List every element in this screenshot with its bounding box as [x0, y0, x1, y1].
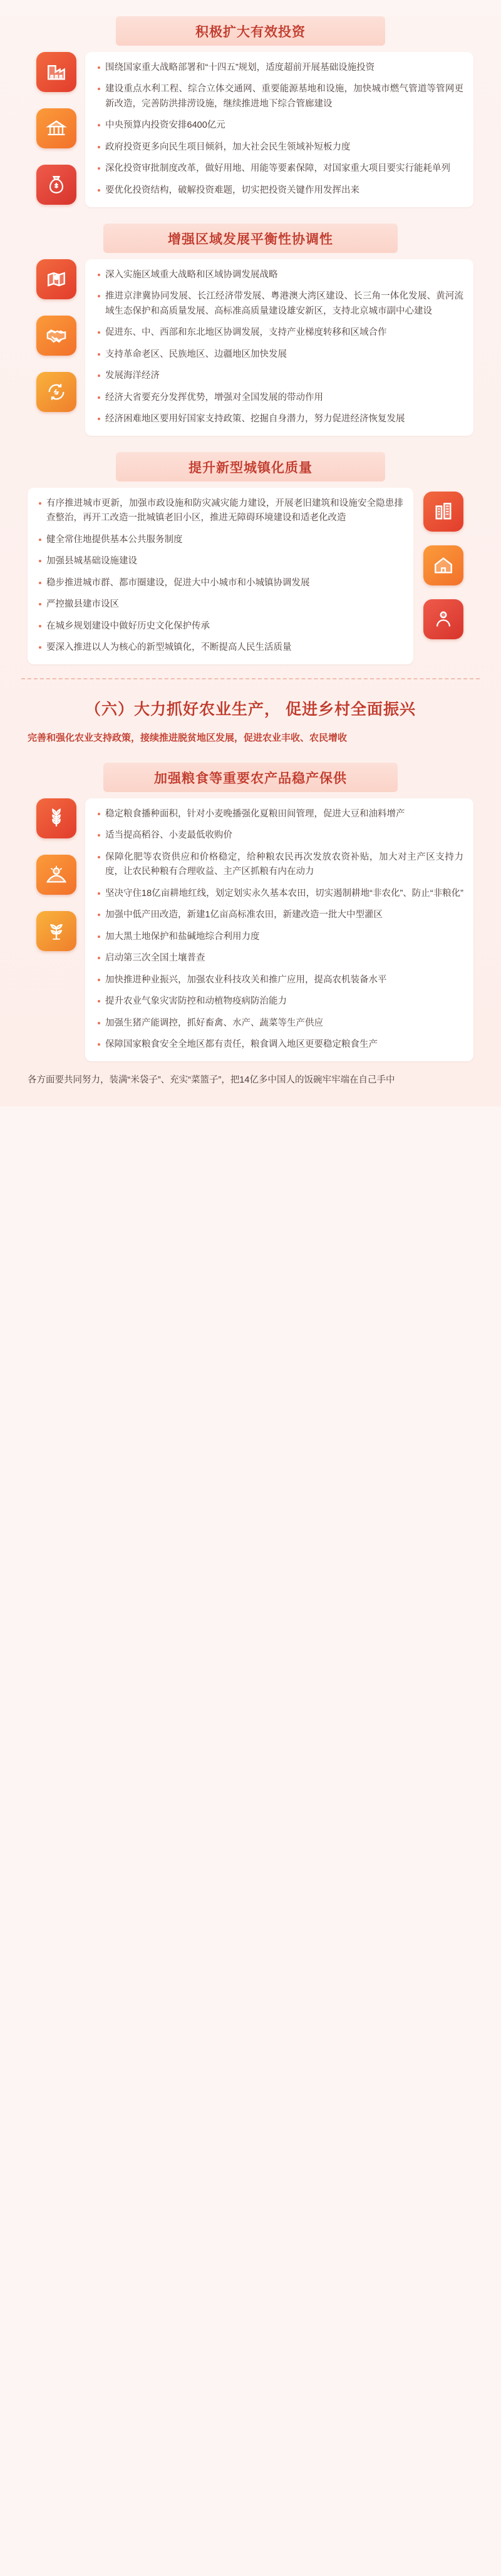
- list-item: 推进京津冀协同发展、长江经济带发展、粤港澳大湾区建设、长三角一体化发展、黄河流域生态保护和高质量发展、高标准高质量建设雄安新区，支持北京城市副中心建设: [96, 289, 463, 319]
- section-regional: [28, 259, 473, 436]
- list-item: 政府投资更多向民生项目倾斜，加大社会民生领域补短板力度: [96, 140, 463, 155]
- list-item: 加强县城基础设施建设: [38, 554, 403, 569]
- section-food-supply: [28, 798, 473, 1061]
- factory-icon: [36, 52, 76, 92]
- list-item: 稳步推进城市群、都市圈建设，促进大中小城市和小城镇协调发展: [38, 576, 403, 590]
- list-item: 支持革命老区、民族地区、边疆地区加快发展: [96, 348, 463, 362]
- list-item: 要优化投资结构，破解投资难题，切实把投资关键作用发挥出来: [96, 183, 463, 198]
- list-item: 加强生猪产能调控，抓好畜禽、水产、蔬菜等生产供应: [96, 1016, 463, 1031]
- list-item: 健全常住地提供基本公共服务制度: [38, 533, 403, 547]
- map-pin-icon: [36, 259, 76, 299]
- investment-text-card: [85, 52, 473, 207]
- urbanization-list: [38, 497, 403, 656]
- list-item: 深入实施区域重大战略和区域协调发展战略: [96, 268, 463, 282]
- money-bag-icon: [36, 165, 76, 205]
- city-buildings-icon: [423, 492, 463, 532]
- icon-column: [28, 798, 85, 1061]
- list-item: 促进东、中、西部和东北地区协调发展，支持产业梯度转移和区域合作: [96, 326, 463, 340]
- list-item: 稳定粮食播种面积，针对小麦晚播强化夏粮田间管理，促进大豆和油料增产: [96, 807, 463, 822]
- list-item: 中央预算内投资安排6400亿元: [96, 118, 463, 133]
- list-item: 严控撤县建市设区: [38, 597, 403, 612]
- currency-exchange-icon: [36, 372, 76, 412]
- people-icon: [423, 599, 463, 639]
- investment-list: [96, 61, 463, 198]
- list-item: 有序推进城市更新，加强市政设施和防灾减灾能力建设，开展老旧建筑和设施安全隐患排查整治，再开工改造一批城镇老旧小区，推进无障碍环境建设和适老化改造: [38, 497, 403, 526]
- icon-column: [28, 52, 85, 207]
- list-item: 经济大省要充分发挥优势，增强对全国发展的带动作用: [96, 391, 463, 405]
- farm-field-icon: [36, 855, 76, 895]
- list-item: 深化投资审批制度改革，做好用地、用能等要素保障，对国家重大项目要实行能耗单列: [96, 162, 463, 176]
- section-title-urbanization: 提升新型城镇化质量: [116, 452, 385, 482]
- list-item: 发展海洋经济: [96, 369, 463, 383]
- food-supply-text-card: [85, 798, 473, 1061]
- part-six-lead: 完善和强化农业支持政策，接续推进脱贫地区发展，促进农业丰收、农民增收: [28, 733, 348, 744]
- list-item: 保障国家粮食安全全地区都有责任，粮食调入地区更要稳定粮食生产: [96, 1038, 463, 1052]
- regional-text-card: [85, 259, 473, 436]
- list-item: 保障化肥等农资供应和价格稳定，给种粮农民再次发放农资补贴，加大对主产区支持力度，让农民种粮有合理收益、主产区抓粮有内在动力: [96, 850, 463, 880]
- wheat-ear-icon: [36, 798, 76, 838]
- icon-column: [28, 259, 85, 436]
- section-urbanization: [28, 488, 473, 664]
- food-supply-list: [96, 807, 463, 1053]
- part-six-title: （六）大力抓好农业生产， 促进乡村全面振兴: [85, 700, 416, 718]
- house-icon: [423, 545, 463, 585]
- icon-column: [413, 488, 473, 664]
- grain-sheaf-icon: [36, 911, 76, 951]
- list-item: 加快推进种业振兴，加强农业科技攻关和推广应用，提高农机装备水平: [96, 973, 463, 987]
- part-six-footer: 各方面要共同努力，装满“米袋子”、充实“菜篮子”，把14亿多中国人的饭碗牢牢端在自己手中: [28, 1074, 395, 1085]
- section-title-investment: 积极扩大有效投资: [116, 16, 385, 46]
- list-item: 建设重点水利工程、综合立体交通网、重要能源基地和设施，加快城市燃气管道等管网更新改造，完善防洪排涝设施，继续推进地下综合管廊建设: [96, 82, 463, 111]
- list-item: 经济困难地区要用好国家支持政策、挖掘自身潜力，努力促进经济恢复发展: [96, 412, 463, 426]
- list-item: 在城乡规划建设中做好历史文化保护传承: [38, 619, 403, 634]
- regional-list: [96, 268, 463, 427]
- section-title-food-supply: 加强粮食等重要农产品稳产保供: [103, 763, 398, 792]
- handshake-icon: [36, 316, 76, 356]
- list-item: 围绕国家重大战略部署和“十四五”规划，适度超前开展基础设施投资: [96, 61, 463, 75]
- bank-icon: [36, 108, 76, 148]
- list-item: 加强中低产田改造，新建1亿亩高标准农田，新建改造一批大中型灌区: [96, 908, 463, 922]
- section-title-regional: 增强区域发展平衡性协调性: [103, 224, 398, 253]
- list-item: 坚决守住18亿亩耕地红线，划定划实永久基本农田，切实遏制耕地“非农化”、防止“非粮化”: [96, 887, 463, 901]
- list-item: 适当提高稻谷、小麦最低收购价: [96, 828, 463, 843]
- urbanization-text-card: [28, 488, 413, 664]
- list-item: 要深入推进以人为核心的新型城镇化，不断提高人民生活质量: [38, 641, 403, 655]
- infographic-page: [0, 16, 501, 1106]
- list-item: 提升农业气象灾害防控和动植物疫病防治能力: [96, 994, 463, 1009]
- list-item: 加大黑土地保护和盐碱地综合利用力度: [96, 930, 463, 944]
- section-investment: [28, 52, 473, 207]
- section-divider: [21, 678, 480, 679]
- list-item: 启动第三次全国土壤普查: [96, 951, 463, 966]
